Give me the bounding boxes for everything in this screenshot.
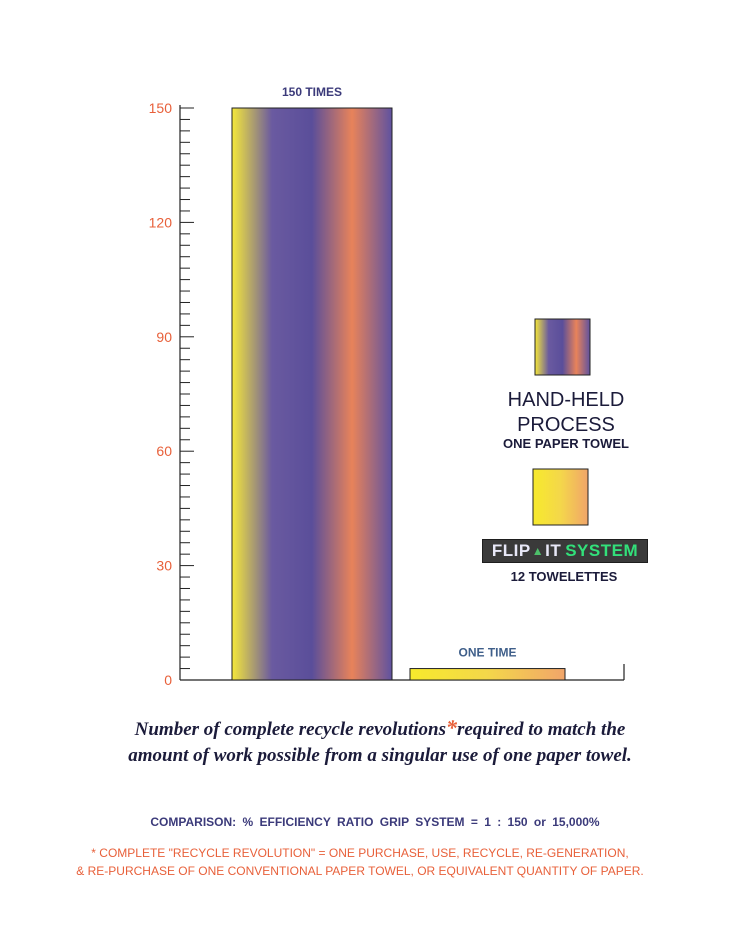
legend-item1-title-line1: HAND-HELD — [507, 389, 625, 411]
logo-system-text: SYSTEM — [565, 541, 639, 560]
caption-line1-part1: Number of complete recycle revolutions — [134, 719, 446, 740]
legend-item2-subtitle: 12 TOWELETTES — [510, 569, 618, 584]
tree-icon: ▲ — [531, 544, 545, 558]
logo-flip-text: FLIP — [491, 541, 531, 560]
logo-it-text: IT — [545, 541, 562, 560]
legend-swatch-flip-it — [533, 469, 588, 525]
chart-caption — [60, 715, 700, 769]
y-tick-label: 120 — [148, 214, 172, 231]
legend-item1-title — [480, 388, 652, 438]
y-tick-label: 0 — [164, 672, 172, 688]
y-tick-label: 90 — [156, 328, 172, 345]
comparison-text: COMPARISON: % EFFICIENCY RATIO GRIP SYSTEM = 1 : 150 or 15,000% — [150, 815, 600, 829]
y-tick-label: 30 — [156, 557, 172, 574]
y-tick-label: 60 — [156, 443, 172, 460]
bar-2 — [410, 669, 565, 680]
legend-item1-title-line2: PROCESS — [517, 414, 615, 436]
bars — [232, 85, 565, 680]
legend-swatch-hand-held — [535, 319, 590, 375]
footnote-line1: * COMPLETE "RECYCLE REVOLUTION" = ONE PURCHASE, USE, RECYCLE, RE-GENERATION, — [91, 846, 629, 860]
caption-asterisk: * — [445, 715, 457, 740]
footnote-line2: & RE-PURCHASE OF ONE CONVENTIONAL PAPER TOWEL, OR EQUIVALENT QUANTITY OF PAPER. — [76, 864, 644, 878]
caption-line2: amount of work possible from a singular use of one paper towel. — [128, 745, 632, 766]
legend-item1-subtitle: ONE PAPER TOWEL — [503, 436, 629, 451]
bar-1 — [232, 108, 392, 680]
bar-2-data-label: ONE TIME — [458, 645, 517, 660]
caption-line1 — [60, 715, 700, 743]
y-tick-label: 150 — [148, 100, 172, 116]
caption-line1-part2: required to match the — [456, 719, 626, 740]
flip-it-system-logo — [482, 539, 648, 563]
bar-1-data-label: 150 TIMES — [281, 85, 343, 99]
